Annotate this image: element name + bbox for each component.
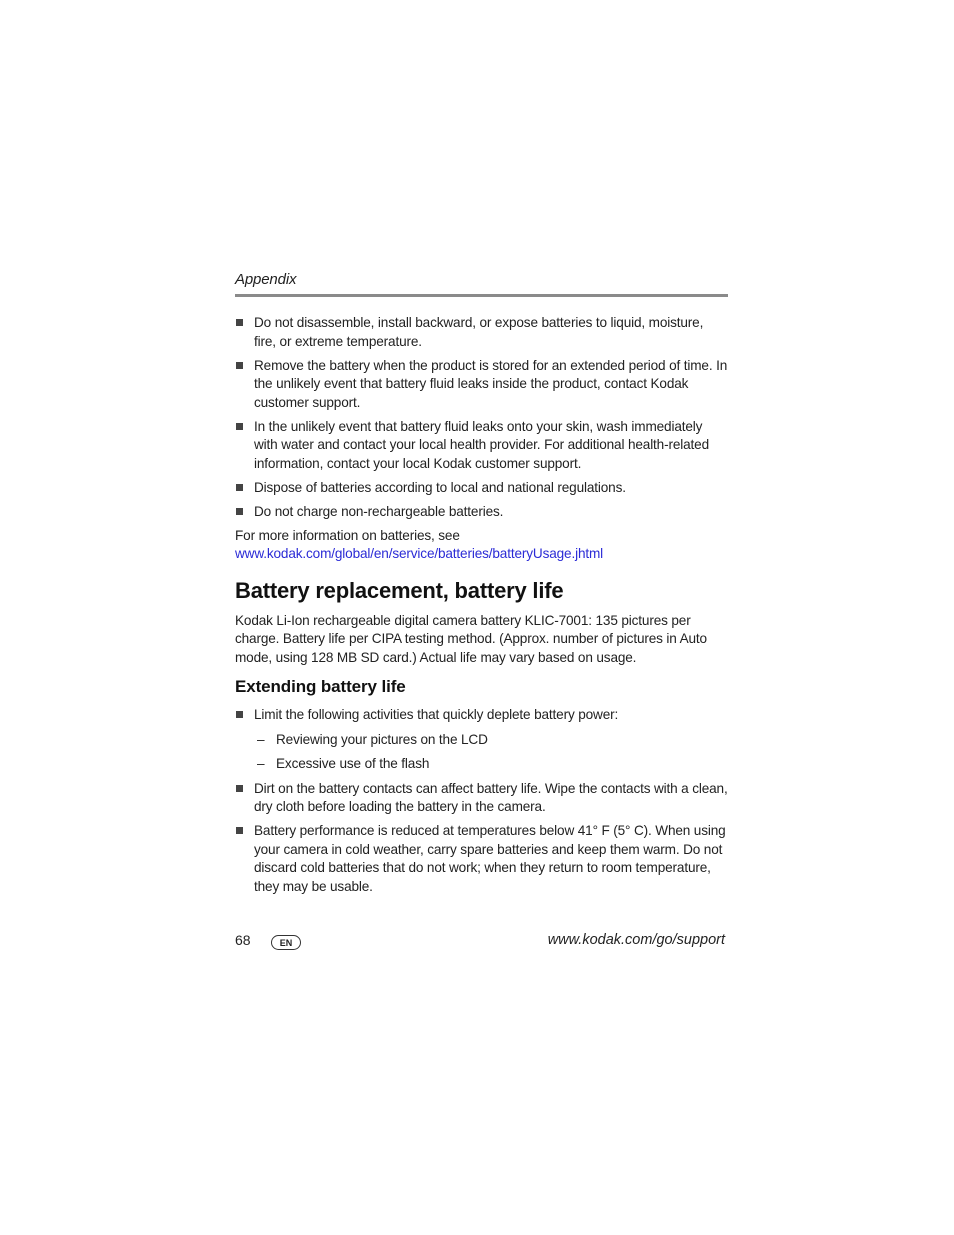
subsection-title: Extending battery life — [235, 677, 406, 696]
square-bullet-icon — [236, 827, 243, 834]
square-bullet-icon — [236, 423, 243, 430]
sub-list — [235, 731, 728, 774]
support-url[interactable]: www.kodak.com/go/support — [547, 932, 725, 948]
dash-bullet-icon: – — [257, 731, 265, 747]
square-bullet-icon — [236, 508, 243, 515]
more-info — [235, 527, 728, 564]
square-bullet-icon — [236, 319, 243, 326]
battery-usage-link[interactable]: www.kodak.com/global/en/service/batteries/batteryUsage.jhtml — [235, 546, 604, 561]
dash-bullet-icon: – — [257, 756, 265, 771]
sub-list-item: – Excessive use of the flash — [254, 755, 728, 774]
square-bullet-icon — [236, 362, 243, 369]
header-rule — [235, 294, 728, 297]
list-item: Dispose of batteries according to local and national regulations. — [235, 479, 728, 498]
square-bullet-icon — [236, 711, 243, 718]
list-item: In the unlikely event that battery fluid leaks onto your skin, wash immediately with water and contact your local health provider. For additional health-related information, contact your local Kodak customer support. — [235, 418, 728, 474]
page-content — [235, 270, 728, 902]
sub-list-item: – Reviewing your pictures on the LCD — [254, 731, 728, 750]
list-item: Remove the battery when the product is stored for an extended period of time. In the unlikely event that battery fluid leaks inside the product, contact Kodak customer support. — [235, 357, 728, 413]
square-bullet-icon — [236, 785, 243, 792]
page-number: 68 — [235, 932, 251, 948]
warnings-list — [235, 314, 728, 521]
tips-list — [235, 706, 728, 896]
page-footer — [235, 932, 725, 952]
section-body: Kodak Li-Ion rechargeable digital camera battery KLIC-7001: 135 pictures per charge. Battery life per CIPA testing method. (Approx. number of pictures in Auto mode, using 128 MB SD card.) Actual life may vary based on usage. — [235, 612, 707, 665]
running-header: Appendix — [235, 271, 297, 288]
list-item: Do not charge non-rechargeable batteries. — [235, 503, 728, 522]
language-badge: EN — [271, 935, 301, 950]
list-item: Dirt on the battery contacts can affect battery life. Wipe the contacts with a clean, dry cloth before loading the battery in the camera. — [235, 780, 728, 817]
square-bullet-icon — [236, 484, 243, 491]
more-info-text: For more information on batteries, see — [235, 527, 460, 543]
section-title: Battery replacement, battery life — [235, 577, 564, 603]
list-item: Battery performance is reduced at temperatures below 41° F (5° C). When using your camera in cold weather, carry spare batteries and keep them warm. Do not discard cold batteries that do not work; when they return to room temperature, they may be usable. — [235, 822, 728, 896]
list-item: Limit the following activities that quickly deplete battery power: – Reviewing your pictures on the LCD – Excessive use of the flash — [235, 706, 728, 774]
list-item: Do not disassemble, install backward, or expose batteries to liquid, moisture, fire, or extreme temperature. — [235, 314, 728, 351]
